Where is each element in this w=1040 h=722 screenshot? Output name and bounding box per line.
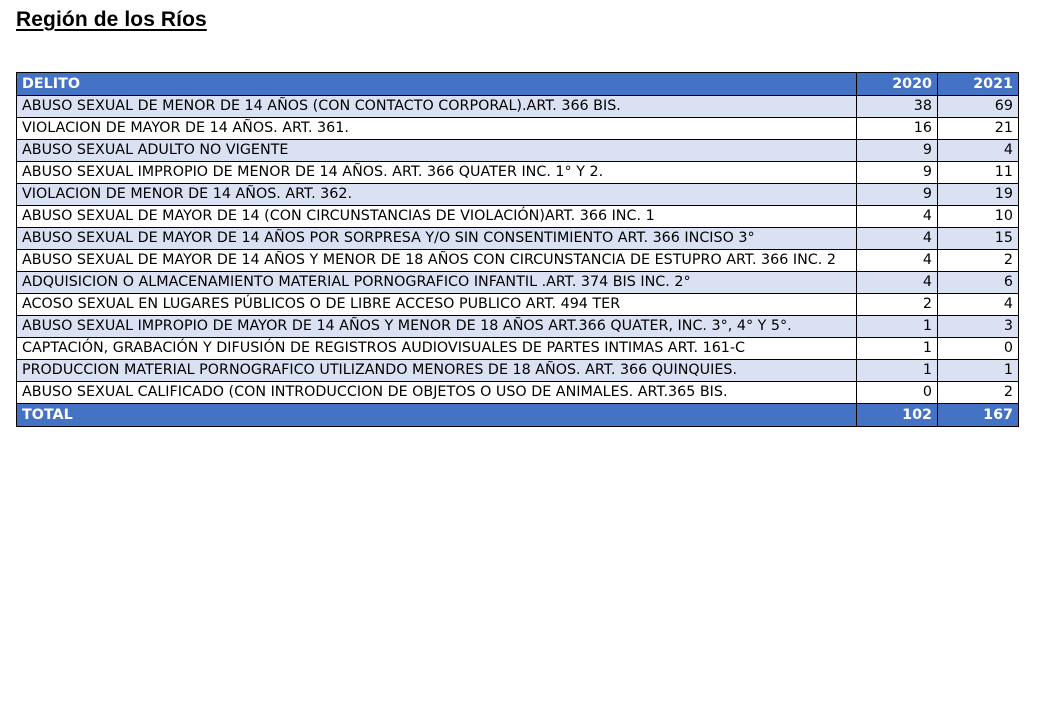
column-header-delito: DELITO xyxy=(17,73,857,96)
table-row xyxy=(17,96,1019,118)
column-header-2021: 2021 xyxy=(938,73,1019,96)
delito-cell: ABUSO SEXUAL ADULTO NO VIGENTE xyxy=(17,140,857,162)
value-2021-cell: 15 xyxy=(938,228,1019,250)
table-row xyxy=(17,184,1019,206)
value-2021-cell: 6 xyxy=(938,272,1019,294)
delito-cell: ACOSO SEXUAL EN LUGARES PÚBLICOS O DE LIBRE ACCESO PUBLICO ART. 494 TER xyxy=(17,294,857,316)
table-row xyxy=(17,250,1019,272)
table-row xyxy=(17,162,1019,184)
crime-statistics-table xyxy=(16,72,1019,427)
value-2020-cell: 9 xyxy=(857,140,938,162)
value-2021-cell: 1 xyxy=(938,360,1019,382)
delito-cell: ABUSO SEXUAL IMPROPIO DE MENOR DE 14 AÑOS. ART. 366 QUATER INC. 1° Y 2. xyxy=(17,162,857,184)
page-title: Región de los Ríos xyxy=(16,8,207,31)
table-row xyxy=(17,228,1019,250)
total-2020-value: 102 xyxy=(857,404,938,427)
delito-cell: VIOLACION DE MENOR DE 14 AÑOS. ART. 362. xyxy=(17,184,857,206)
delito-cell: ABUSO SEXUAL DE MAYOR DE 14 (CON CIRCUNSTANCIAS DE VIOLACIÓN)ART. 366 INC. 1 xyxy=(17,206,857,228)
value-2020-cell: 4 xyxy=(857,250,938,272)
delito-cell: ABUSO SEXUAL DE MAYOR DE 14 AÑOS POR SORPRESA Y/O SIN CONSENTIMIENTO ART. 366 INCISO 3° xyxy=(17,228,857,250)
delito-cell: ABUSO SEXUAL CALIFICADO (CON INTRODUCCION DE OBJETOS O USO DE ANIMALES. ART.365 BIS. xyxy=(17,382,857,404)
table-row xyxy=(17,118,1019,140)
value-2021-cell: 4 xyxy=(938,140,1019,162)
delito-cell: VIOLACION DE MAYOR DE 14 AÑOS. ART. 361. xyxy=(17,118,857,140)
value-2021-cell: 0 xyxy=(938,338,1019,360)
table-total-row xyxy=(17,404,1019,427)
value-2021-cell: 3 xyxy=(938,316,1019,338)
delito-cell: PRODUCCION MATERIAL PORNOGRAFICO UTILIZANDO MENORES DE 18 AÑOS. ART. 366 QUINQUIES. xyxy=(17,360,857,382)
total-2021-value: 167 xyxy=(938,404,1019,427)
table-row xyxy=(17,382,1019,404)
delito-cell: ABUSO SEXUAL DE MAYOR DE 14 AÑOS Y MENOR DE 18 AÑOS CON CIRCUNSTANCIA DE ESTUPRO ART. 366 INC. 2 xyxy=(17,250,857,272)
value-2020-cell: 1 xyxy=(857,338,938,360)
value-2020-cell: 4 xyxy=(857,228,938,250)
delito-cell: ABUSO SEXUAL IMPROPIO DE MAYOR DE 14 AÑOS Y MENOR DE 18 AÑOS ART.366 QUATER, INC. 3°, 4° Y 5°. xyxy=(17,316,857,338)
value-2021-cell: 69 xyxy=(938,96,1019,118)
value-2020-cell: 1 xyxy=(857,360,938,382)
delito-cell: CAPTACIÓN, GRABACIÓN Y DIFUSIÓN DE REGISTROS AUDIOVISUALES DE PARTES INTIMAS ART. 161-C xyxy=(17,338,857,360)
value-2020-cell: 0 xyxy=(857,382,938,404)
value-2020-cell: 9 xyxy=(857,184,938,206)
value-2021-cell: 11 xyxy=(938,162,1019,184)
value-2021-cell: 19 xyxy=(938,184,1019,206)
value-2021-cell: 10 xyxy=(938,206,1019,228)
value-2021-cell: 21 xyxy=(938,118,1019,140)
table-row xyxy=(17,140,1019,162)
value-2020-cell: 4 xyxy=(857,272,938,294)
table-row xyxy=(17,316,1019,338)
table-row xyxy=(17,206,1019,228)
table-row xyxy=(17,272,1019,294)
value-2021-cell: 4 xyxy=(938,294,1019,316)
value-2021-cell: 2 xyxy=(938,382,1019,404)
value-2021-cell: 2 xyxy=(938,250,1019,272)
value-2020-cell: 1 xyxy=(857,316,938,338)
table-row xyxy=(17,360,1019,382)
column-header-2020: 2020 xyxy=(857,73,938,96)
value-2020-cell: 2 xyxy=(857,294,938,316)
table-row xyxy=(17,338,1019,360)
table-row xyxy=(17,294,1019,316)
total-label: TOTAL xyxy=(17,404,857,427)
delito-cell: ABUSO SEXUAL DE MENOR DE 14 AÑOS (CON CONTACTO CORPORAL).ART. 366 BIS. xyxy=(17,96,857,118)
value-2020-cell: 16 xyxy=(857,118,938,140)
delito-cell: ADQUISICION O ALMACENAMIENTO MATERIAL PORNOGRAFICO INFANTIL .ART. 374 BIS INC. 2° xyxy=(17,272,857,294)
table-header-row xyxy=(17,73,1019,96)
value-2020-cell: 38 xyxy=(857,96,938,118)
value-2020-cell: 4 xyxy=(857,206,938,228)
value-2020-cell: 9 xyxy=(857,162,938,184)
